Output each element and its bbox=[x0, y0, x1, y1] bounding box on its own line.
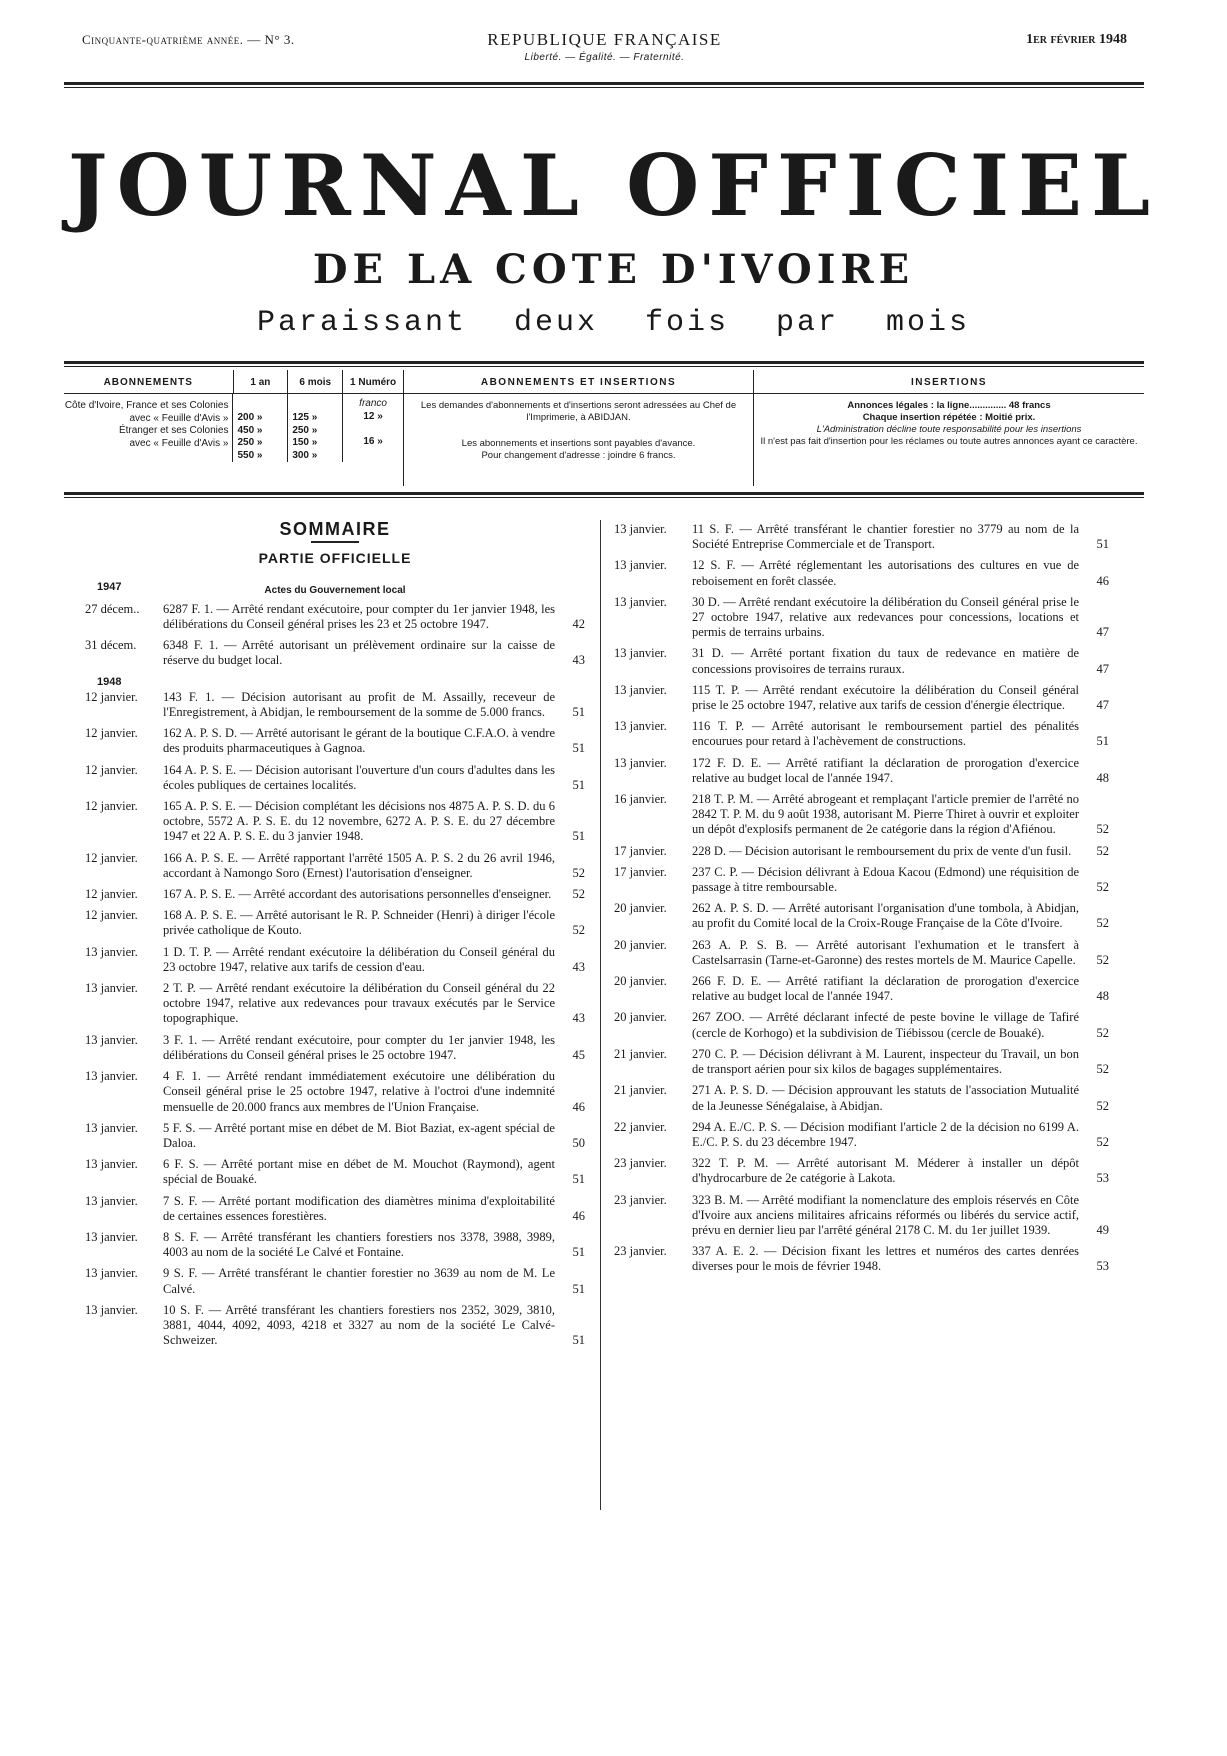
top-line bbox=[82, 26, 1127, 66]
left-entry-list bbox=[85, 602, 585, 1349]
entry-date: 13 janvier. bbox=[85, 1032, 138, 1047]
entry-text: 237 C. P. — Décision délivrant à Edoua Kacou (Edmond) une réquisition de passage à titre remboursable. bbox=[692, 864, 1079, 895]
entry-page: 52 bbox=[572, 923, 585, 938]
subscription-6mois-values bbox=[288, 394, 343, 462]
entry-text: 11 S. F. — Arrêté transférant le chantier forestier no 3779 au nom de la Société Entreprise Commerciale et de Transport. bbox=[692, 522, 1079, 552]
abonnements-insertions-heading: ABONNEMENTS ET INSERTIONS bbox=[404, 370, 753, 394]
subscription-row-label: avec « Feuille d'Avis » bbox=[129, 412, 229, 424]
entry-page: 52 bbox=[572, 887, 585, 902]
insertions-heading: INSERTIONS bbox=[754, 370, 1144, 394]
sommaire-entry bbox=[85, 1121, 585, 1151]
entry-date: 20 janvier. bbox=[614, 1010, 667, 1025]
entry-text: 143 F. 1. — Décision autorisant au profit de M. Assailly, receveur de l'Enregistrement, à Abidjan, le remboursement de la somme de 5.000 francs. bbox=[163, 689, 555, 720]
sommaire-entry bbox=[614, 1010, 1109, 1040]
entry-text: 267 ZOO. — Arrêté déclarant infecté de peste bovine le village de Tafiré (cercle de Korhogo) et la subdivision de Tiébissou (cercle de Bouaké). bbox=[692, 1010, 1079, 1040]
column-divider bbox=[600, 520, 601, 1510]
sommaire-entry bbox=[85, 1033, 585, 1063]
subscription-labels bbox=[64, 394, 233, 462]
entry-text: 266 F. D. E. — Arrêté ratifiant la déclaration de prorogation d'exercice relative au budget local de l'année 1947. bbox=[692, 974, 1079, 1004]
entry-text: 294 A. E./C. P. S. — Décision modifiant l'article 2 de la décision no 6199 A. E./C. P. S. du 23 décembre 1947. bbox=[692, 1119, 1079, 1149]
sommaire-entry bbox=[614, 719, 1109, 749]
insertions-text: Chaque insertion répétée : Moitié prix. bbox=[862, 412, 1036, 423]
sommaire-entry bbox=[614, 901, 1109, 931]
subscription-head-1an: 1 an bbox=[234, 370, 289, 393]
entry-date: 13 janvier. bbox=[85, 1069, 138, 1084]
sommaire-underline bbox=[311, 541, 359, 543]
issue-number: Cinquante-quatrième année. — N° 3. bbox=[82, 32, 295, 47]
sommaire-entry bbox=[85, 945, 585, 975]
entry-date: 12 janvier. bbox=[85, 726, 138, 741]
entry-text: 165 A. P. S. E. — Décision complétant les décisions nos 4875 A. P. S. D. du 6 octobre, 5572 A. P. S. E. du 12 novembre, 6272 A. P. S. E. du 27 décembre 1947 et 22 A. P. S. E. du 3 janvier 1948. bbox=[163, 799, 555, 844]
entry-date: 31 décem. bbox=[85, 638, 137, 653]
entry-date: 13 janvier. bbox=[614, 719, 667, 734]
entry-text: 6348 F. 1. — Arrêté autorisant un prélèvement ordinaire sur la caisse de réserve du budget local. bbox=[163, 638, 555, 668]
entry-text: 6 F. S. — Arrêté portant mise en débet de M. Mouchot (Raymond), agent spécial de Bouaké. bbox=[163, 1157, 555, 1187]
entry-date: 16 janvier. bbox=[614, 792, 667, 807]
sommaire-entry bbox=[614, 844, 1109, 859]
entry-text: 218 T. P. M. — Arrêté abrogeant et remplaçant l'article premier de l'arrêté no 2842 T. P. M. du 9 août 1938, autorisant M. Pierre Thiret à ouvrir et exploiter un dépôt d'explosifs permanent de 2e catégorie dans la région d'Afiénou. bbox=[692, 792, 1079, 837]
sommaire-title: SOMMAIRE bbox=[279, 519, 391, 539]
entry-text: 167 A. P. S. E. — Arrêté accordant des autorisations personnelles d'enseigner. bbox=[163, 887, 552, 902]
entry-page: 51 bbox=[572, 1172, 585, 1187]
entry-page: 52 bbox=[572, 865, 585, 880]
entry-date: 20 janvier. bbox=[614, 901, 667, 916]
entry-date: 13 janvier. bbox=[85, 1302, 138, 1317]
entry-text: 323 B. M. — Arrêté modifiant la nomenclature des emplois réservés en Côte d'Ivoire aux anciens militaires africains réformés ou libérés du service actif, prévu en dernier lieu par l'arrêté général 2178 C. M. du 1er juillet 1939. bbox=[692, 1192, 1079, 1237]
sommaire-entry bbox=[85, 726, 585, 756]
ab-ins-text: Pour changement d'adresse : joindre 6 francs. bbox=[481, 450, 676, 461]
sommaire-entry bbox=[614, 792, 1109, 838]
sommaire-entry bbox=[614, 646, 1109, 676]
entry-page: 52 bbox=[1096, 1025, 1109, 1040]
entry-date: 21 janvier. bbox=[614, 1083, 667, 1098]
entry-text: 2 T. P. — Arrêté rendant exécutoire la délibération du Conseil général du 22 octobre 1947, relative aux redevances pour travaux exécutés par le Service topographique. bbox=[163, 981, 555, 1026]
sommaire-entry bbox=[614, 938, 1109, 968]
entry-date: 23 janvier. bbox=[614, 1156, 667, 1171]
entry-page: 53 bbox=[1096, 1171, 1109, 1186]
republic-motto: Liberté. — Égalité. — Fraternité. bbox=[524, 52, 685, 63]
entry-text: 228 D. — Décision autorisant le remboursement du prix de vente d'un fusil. bbox=[692, 843, 1072, 858]
entry-date: 12 janvier. bbox=[85, 908, 138, 923]
entry-page: 51 bbox=[572, 1281, 585, 1296]
entry-page: 42 bbox=[572, 617, 585, 632]
republic-header bbox=[82, 30, 1127, 63]
entry-text: 164 A. P. S. E. — Décision autorisant l'ouverture d'un cours d'adultes dans les écoles publiques de certaines localités. bbox=[163, 762, 555, 792]
entry-date: 13 janvier. bbox=[614, 682, 667, 697]
subscription-row-label: avec « Feuille d'Avis » bbox=[129, 437, 229, 449]
entry-page: 49 bbox=[1096, 1222, 1109, 1237]
sommaire-entry bbox=[614, 1193, 1109, 1239]
entry-date: 17 janvier. bbox=[614, 864, 667, 879]
entry-page: 47 bbox=[1096, 698, 1109, 713]
insertions-text: L'Administration décline toute responsabilité pour les insertions bbox=[816, 424, 1082, 435]
insertions-text: Il n'est pas fait d'insertion pour les réclames ou toute autres annonces ayant ce caractère. bbox=[760, 436, 1138, 447]
entry-date: 23 janvier. bbox=[614, 1192, 667, 1207]
entry-text: 271 A. P. S. D. — Décision approuvant les statuts de l'association Mutualité de la Jeunesse Sénégalaise, à Abidjan. bbox=[692, 1083, 1079, 1113]
year-label-1947: 1947 bbox=[97, 581, 122, 594]
entry-date: 23 janvier. bbox=[614, 1244, 667, 1259]
entry-page: 52 bbox=[1096, 952, 1109, 967]
entry-page: 47 bbox=[1096, 625, 1109, 640]
entry-page: 43 bbox=[572, 1011, 585, 1026]
entry-date: 13 janvier. bbox=[85, 1157, 138, 1172]
sommaire-entry bbox=[85, 763, 585, 793]
entry-date: 21 janvier. bbox=[614, 1046, 667, 1061]
subscription-cell: 450 » bbox=[237, 424, 263, 436]
entry-date: 13 janvier. bbox=[85, 1193, 138, 1208]
band-bottom-rule bbox=[64, 492, 1144, 498]
entry-text: 7 S. F. — Arrêté portant modification des diamètres minima d'exploitabilité de certaines essences forestières. bbox=[163, 1193, 555, 1223]
entry-page: 47 bbox=[1096, 661, 1109, 676]
top-rule bbox=[64, 82, 1144, 88]
entry-text: 30 D. — Arrêté rendant exécutoire la délibération du Conseil général prise le 27 octobre 1947, relative aux redevances pour concessions, locations et permis de terrains urbains. bbox=[692, 594, 1079, 640]
sommaire-entry bbox=[614, 865, 1109, 895]
entry-date: 13 janvier. bbox=[85, 1229, 138, 1244]
subscription-table bbox=[64, 370, 404, 486]
sommaire-entry bbox=[614, 1083, 1109, 1113]
entry-page: 52 bbox=[1096, 916, 1109, 931]
entry-text: 31 D. — Arrêté portant fixation du taux de redevance en matière de concessions provisoires de terrains ruraux. bbox=[692, 646, 1079, 676]
entry-date: 20 janvier. bbox=[614, 974, 667, 989]
entry-date: 13 janvier. bbox=[614, 755, 667, 770]
entry-text: 9 S. F. — Arrêté transférant le chantier forestier no 3639 au nom de M. Le Calvé. bbox=[163, 1266, 555, 1296]
entry-page: 51 bbox=[572, 1333, 585, 1348]
entry-date: 12 janvier. bbox=[85, 689, 138, 704]
subscription-band bbox=[64, 370, 1144, 492]
entry-page: 43 bbox=[572, 959, 585, 974]
entry-text: 263 A. P. S. B. — Arrêté autorisant l'exhumation et le transfert à Castelsarrasin (Tarne-et-Garonne) des restes mortels de M. Maurice Capelle. bbox=[692, 937, 1079, 967]
sommaire-entry bbox=[85, 908, 585, 938]
entry-page: 48 bbox=[1096, 770, 1109, 785]
issue-date: 1er février 1948 bbox=[1026, 32, 1127, 47]
entry-text: 262 A. P. S. D. — Arrêté autorisant l'organisation d'une tombola, à Abidjan, au profit du Comité local de la Croix-Rouge Française de la Côte d'Ivoire. bbox=[692, 901, 1079, 931]
sommaire-entry bbox=[85, 1230, 585, 1260]
sommaire-entry bbox=[85, 638, 585, 668]
actes-heading: Actes du Gouvernement local bbox=[264, 584, 406, 596]
subscription-head-abonnements: ABONNEMENTS bbox=[64, 370, 234, 393]
subscription-head-numero: 1 Numéro bbox=[350, 377, 397, 388]
entry-date: 27 décem.. bbox=[85, 601, 140, 616]
entry-text: 6287 F. 1. — Arrêté rendant exécutoire, pour compter du 1er janvier 1948, les délibérations du Conseil général prises les 23 et 25 octobre 1947. bbox=[163, 601, 555, 632]
entry-text: 116 T. P. — Arrêté autorisant le remboursement partiel des pénalités encourues pour retard à l'achèvement de constructions. bbox=[692, 719, 1079, 749]
entry-date: 20 janvier. bbox=[614, 937, 667, 952]
entry-page: 51 bbox=[572, 777, 585, 792]
subscription-cell: 250 » bbox=[237, 437, 263, 448]
entry-page: 51 bbox=[572, 829, 585, 844]
entry-page: 51 bbox=[572, 705, 585, 720]
subscription-1an-values bbox=[233, 394, 288, 462]
sommaire-entry bbox=[614, 683, 1109, 713]
sommaire-entry bbox=[614, 522, 1109, 552]
sommaire-entry bbox=[85, 602, 585, 632]
subscription-cell: 550 » bbox=[237, 449, 263, 461]
sommaire-entry bbox=[614, 1244, 1109, 1274]
entry-page: 51 bbox=[1096, 734, 1109, 749]
entry-text: 1 D. T. P. — Arrêté rendant exécutoire la délibération du Conseil général du 23 octobre 1947, relative aux tarifs de cession d'eau. bbox=[163, 944, 555, 974]
subscription-numero-values bbox=[343, 394, 403, 462]
abonnements-insertions-box bbox=[404, 370, 754, 486]
sommaire-entry bbox=[614, 595, 1109, 641]
entry-date: 12 janvier. bbox=[85, 850, 138, 865]
entry-date: 12 janvier. bbox=[85, 887, 138, 902]
masthead-subtitle: DE LA COTE D'IVOIRE bbox=[312, 246, 915, 293]
entry-text: 5 F. S. — Arrêté portant mise en débet de M. Biot Baziat, ex-agent spécial de Daloa. bbox=[163, 1120, 555, 1150]
subscription-cell: 16 » bbox=[363, 435, 383, 447]
subscription-cell: 125 » bbox=[292, 412, 318, 423]
sommaire-entry bbox=[85, 981, 585, 1027]
subscription-franco: franco bbox=[359, 398, 387, 409]
insertions-body bbox=[754, 394, 1144, 452]
entry-date: 13 janvier. bbox=[85, 1120, 138, 1135]
entry-page: 52 bbox=[1096, 1134, 1109, 1149]
entry-page: 51 bbox=[572, 741, 585, 756]
subscription-cell bbox=[347, 423, 399, 436]
sommaire-entry bbox=[614, 974, 1109, 1004]
subscription-table-header bbox=[64, 370, 403, 394]
subscription-row-label: Côte d'Ivoire, France et ses Colonies bbox=[64, 400, 229, 411]
entry-date: 13 janvier. bbox=[614, 558, 667, 573]
entry-text: 10 S. F. — Arrêté transférant les chantiers forestiers nos 2352, 3029, 3810, 3881, 4044, 4092, 4093, 4218 et 3327 au nom de la société Le Calvé-Schweizer. bbox=[163, 1302, 555, 1348]
republic-name: REPUBLIQUE FRANÇAISE bbox=[487, 30, 722, 49]
sommaire-right-column bbox=[614, 522, 1109, 1281]
sommaire-left-column bbox=[85, 519, 585, 1354]
sommaire-entry bbox=[85, 1303, 585, 1349]
entry-date: 13 janvier. bbox=[614, 594, 667, 609]
entry-page: 50 bbox=[572, 1135, 585, 1150]
entry-date: 13 janvier. bbox=[85, 944, 138, 959]
entry-text: 12 S. F. — Arrêté réglementant les autorisations des cultures en vue de reboisement en forêt classée. bbox=[692, 558, 1079, 588]
entry-date: 13 janvier. bbox=[614, 522, 667, 536]
sommaire-entry bbox=[85, 799, 585, 845]
insertions-text: Annonces légales : la ligne.............. 48 francs bbox=[847, 400, 1051, 411]
entry-date: 12 janvier. bbox=[85, 799, 138, 814]
entry-text: 166 A. P. S. E. — Arrêté rapportant l'arrêté 1505 A. P. S. 2 du 26 avril 1946, accordant à Namongo Soro (Ernest) l'autorisation d'enseigner. bbox=[163, 850, 555, 880]
partie-officielle-heading: PARTIE OFFICIELLE bbox=[258, 550, 412, 567]
entry-page: 48 bbox=[1096, 989, 1109, 1004]
entry-text: 115 T. P. — Arrêté rendant exécutoire la délibération du Conseil général prise le 25 octobre 1947, relative aux tarifs de cession d'énergie électrique. bbox=[692, 682, 1079, 713]
sommaire-entry bbox=[85, 851, 585, 881]
sommaire-entry bbox=[614, 756, 1109, 786]
subscription-row-label: Étranger et ses Colonies bbox=[118, 425, 229, 436]
entry-text: 168 A. P. S. E. — Arrêté autorisant le R. P. Schneider (Henri) à diriger l'école privée catholique de Kouto. bbox=[163, 908, 555, 938]
entry-text: 172 F. D. E. — Arrêté ratifiant la déclaration de prorogation d'exercice relative au budget local de l'année 1947. bbox=[692, 755, 1079, 785]
sommaire-entry bbox=[85, 887, 585, 902]
year-label-1948: 1948 bbox=[97, 675, 122, 688]
subscription-cell: 200 » bbox=[237, 412, 263, 423]
subscription-cell: 300 » bbox=[292, 449, 318, 461]
entry-page: 51 bbox=[1096, 537, 1109, 552]
entry-date: 13 janvier. bbox=[614, 646, 667, 661]
entry-page: 52 bbox=[1096, 822, 1109, 837]
entry-page: 43 bbox=[572, 653, 585, 668]
entry-date: 13 janvier. bbox=[85, 981, 138, 996]
entry-page: 52 bbox=[1096, 1098, 1109, 1113]
band-top-rule bbox=[64, 361, 1144, 367]
entry-text: 3 F. 1. — Arrêté rendant exécutoire, pour compter du 1er janvier 1948, les délibérations du Conseil général prises le 25 octobre 1947. bbox=[163, 1032, 555, 1062]
entry-text: 8 S. F. — Arrêté transférant les chantiers forestiers nos 3378, 3988, 3989, 4003 au nom de la société Le Calvé et Fontaine. bbox=[163, 1229, 555, 1260]
abonnements-insertions-body bbox=[404, 394, 753, 466]
sommaire-entry bbox=[614, 1156, 1109, 1186]
entry-page: 46 bbox=[1096, 573, 1109, 588]
insertions-box bbox=[754, 370, 1144, 486]
ab-ins-text: Les demandes d'abonnements et d'insertions seront adressées au Chef de l'Imprimerie, à ABIDJAN. bbox=[420, 400, 737, 423]
entry-page: 52 bbox=[1096, 1062, 1109, 1077]
sommaire-entry bbox=[614, 1120, 1109, 1150]
entry-date: 13 janvier. bbox=[85, 1266, 138, 1281]
sommaire-entry bbox=[614, 558, 1109, 588]
right-entry-list bbox=[614, 522, 1109, 1275]
sommaire-entry bbox=[85, 690, 585, 720]
sommaire-entry bbox=[85, 1194, 585, 1224]
ab-ins-text: Les abonnements et insertions sont payables d'avance. bbox=[461, 438, 696, 449]
sommaire-entry bbox=[85, 1157, 585, 1187]
entry-page: 46 bbox=[572, 1099, 585, 1114]
entry-page: 45 bbox=[572, 1047, 585, 1062]
entry-date: 12 janvier. bbox=[85, 762, 138, 777]
entry-text: 162 A. P. S. D. — Arrêté autorisant le gérant de la boutique C.F.A.O. à vendre des produits pharmaceutiques à Gagnoa. bbox=[163, 726, 555, 756]
entry-page: 51 bbox=[572, 1245, 585, 1260]
entry-page: 46 bbox=[572, 1208, 585, 1223]
entry-date: 17 janvier. bbox=[614, 843, 667, 858]
sommaire-entry bbox=[85, 1069, 585, 1115]
subscription-head-6mois: 6 mois bbox=[288, 370, 343, 393]
entry-text: 4 F. 1. — Arrêté rendant immédiatement exécutoire une délibération du Conseil général prise le 25 octobre 1947, relative à l'octroi d'une indemnité mensuelle de 20.000 francs aux membres de l'Union Française. bbox=[163, 1069, 555, 1114]
subscription-cell: 150 » bbox=[292, 437, 318, 448]
masthead-title: JOURNAL OFFICIEL bbox=[67, 136, 1160, 235]
entry-text: 270 C. P. — Décision délivrant à M. Laurent, inspecteur du Travail, un bon de transport aérien pour six kilos de bagages supplémentaires. bbox=[692, 1046, 1079, 1077]
subscription-table-body bbox=[64, 394, 403, 462]
entry-date: 22 janvier. bbox=[614, 1119, 667, 1134]
sommaire-entry bbox=[614, 1047, 1109, 1077]
subscription-cell: 250 » bbox=[292, 424, 318, 436]
masthead-tagline: Paraissant deux fois par mois bbox=[256, 306, 971, 340]
entry-page: 52 bbox=[1096, 843, 1109, 858]
entry-text: 322 T. P. M. — Arrêté autorisant M. Méderer à installer un dépôt d'hydrocarbure de 2e catégorie à Lakota. bbox=[692, 1156, 1079, 1186]
subscription-cell: 12 » bbox=[363, 410, 383, 422]
sommaire-entry bbox=[85, 1266, 585, 1296]
entry-page: 52 bbox=[1096, 880, 1109, 895]
entry-page: 53 bbox=[1096, 1259, 1109, 1274]
entry-text: 337 A. E. 2. — Décision fixant les lettres et numéros des cartes denrées diverses pour le mois de février 1948. bbox=[692, 1244, 1079, 1274]
